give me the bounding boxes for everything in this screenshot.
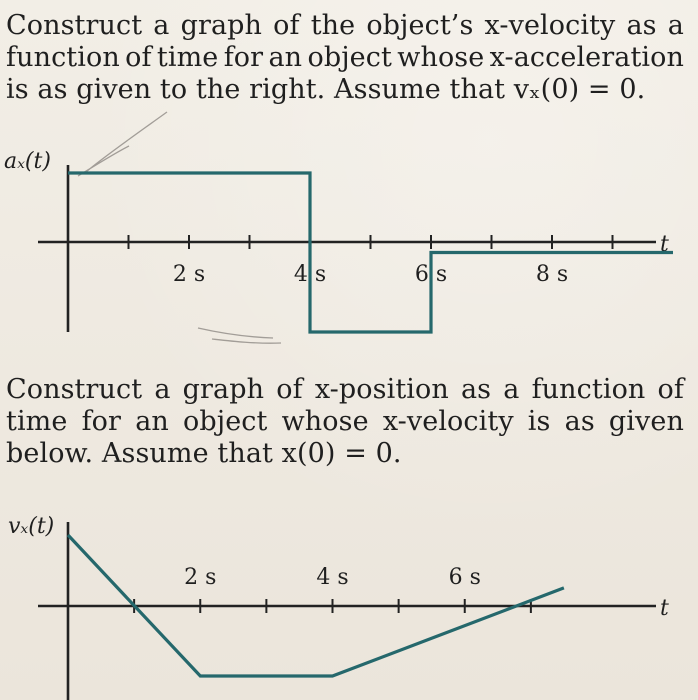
word: object [183,406,268,437]
word: a [667,10,684,41]
word: x-velocity [484,10,616,41]
problem-2-text [6,374,684,470]
word: given [608,406,684,437]
tick-label: 4 s [316,565,349,590]
tick-labels [173,262,568,287]
word: Construct [6,10,143,41]
problem-1-text [6,10,684,106]
pencil-mark [78,112,167,176]
word: of [657,374,684,405]
word: graph [180,10,263,41]
tick-label: 2 s [184,565,217,590]
y-axis-label: vₓ(t) [8,514,55,539]
y-axis-label: aₓ(t) [4,149,51,174]
word: function [6,42,120,73]
word: a [153,10,170,41]
x-axis-label: t [660,232,669,257]
tick-label: 8 s [535,262,569,287]
tick-label: 2 s [172,262,206,287]
word: time [156,42,219,73]
word: x-acceleration [489,42,684,73]
word: x-velocity [382,406,514,437]
word: object’s [366,10,474,41]
tick-label: 6 s [448,565,481,590]
word: a [154,374,171,405]
word: of [276,374,303,405]
tick-label: 6 s [414,262,448,287]
problem-1-line-3: is as given to the right. Assume that vₓ(0) = 0. [6,74,646,105]
problem-2-line-3: below. Assume that x(0) = 0. [6,438,402,469]
word: of [273,10,300,41]
word: the [310,10,356,41]
acceleration-graph [0,150,698,340]
velocity-graph [0,510,698,700]
word: graph [182,374,265,405]
word: function [531,374,646,405]
word: as [564,406,595,437]
problem-2-line-1 [6,374,684,406]
word: Construct [6,374,143,405]
word: a [503,374,520,405]
word: of [125,42,152,73]
word: whose [397,42,485,73]
word: an [268,42,303,73]
tick-labels [184,565,481,590]
tick-label: 4 s [293,262,327,287]
problem-1-line-1 [6,10,684,42]
word: x-position [314,374,449,405]
problem-2-line-2 [6,406,684,438]
word: whose [281,406,369,437]
acceleration-series-line [68,173,673,332]
word: time [6,406,68,437]
word: as [626,10,657,41]
word: as [460,374,492,405]
word: an [135,406,169,437]
x-axis-label: t [660,596,669,621]
pencil-mark [198,328,281,343]
word: for [81,406,122,437]
word: for [223,42,264,73]
word: is [527,406,551,437]
problem-1-line-2 [6,42,684,74]
word: object [307,42,392,73]
